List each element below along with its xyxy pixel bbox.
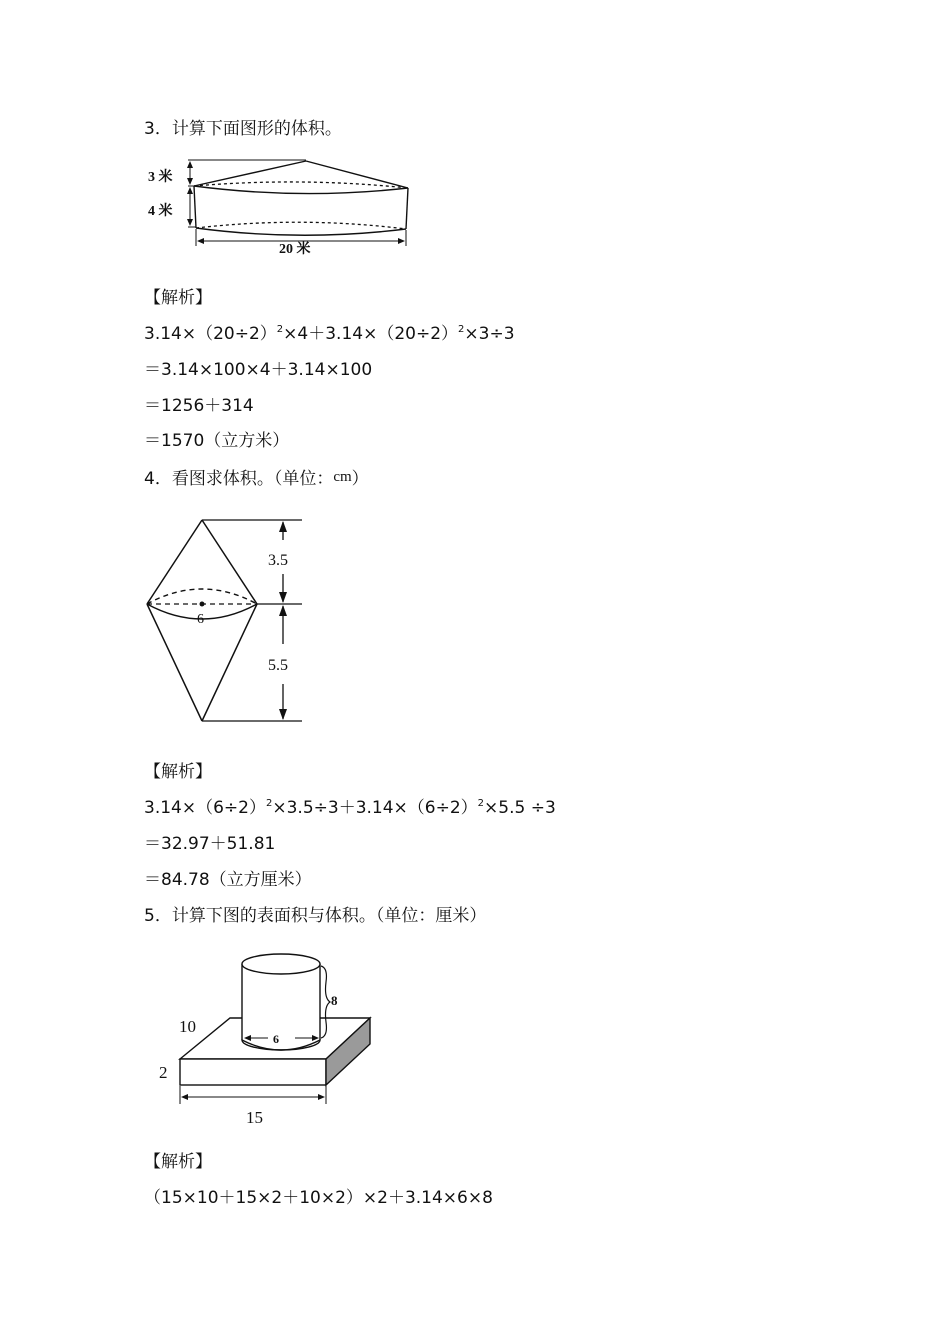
q4-title: 4．看图求体积。（单位：cm）	[144, 469, 369, 489]
q3-analysis-label: 【解析】	[144, 288, 212, 308]
q5-analysis-label: 【解析】	[144, 1152, 212, 1172]
q3-step-1: $3.14\times(20\div 2)^2\times 4+3.14\times(20\div 2)^2\times 3\div 3$	[144, 324, 515, 344]
q3-title: 3．计算下面图形的体积。	[144, 119, 342, 139]
q5-step-1: （15×10＋15×2＋10×2）×2＋3.14×6×8	[144, 1188, 493, 1208]
q4-step-2: ＝32.97＋51.81	[144, 834, 276, 854]
q5-label-height: 2	[159, 1063, 168, 1082]
q3-label-bottom-height: 4 米	[148, 204, 173, 219]
q3-label-diameter: 20 米	[279, 242, 311, 257]
q3-figure	[140, 150, 430, 262]
q5-figure	[150, 952, 380, 1132]
q3-step-2: ＝3.14×100×4＋3.14×100	[144, 360, 373, 380]
q4-figure	[140, 512, 310, 728]
q3-step-4: ＝1570（立方米）	[144, 431, 290, 451]
q4-label-bottom-height: 5.5	[268, 657, 288, 674]
q4-label-diameter: 6	[197, 612, 204, 627]
q4-step-3: ＝84.78（立方厘米）	[144, 870, 312, 890]
q5-label-depth: 10	[179, 1017, 196, 1036]
q3-step-3: ＝1256＋314	[144, 396, 254, 416]
q4-analysis-label: 【解析】	[144, 762, 212, 782]
q5-title: 5．计算下图的表面积与体积。（单位：厘米）	[144, 906, 487, 926]
q5-label-cyl-height: 8	[331, 993, 338, 1008]
q3-label-top-height: 3 米	[148, 170, 173, 185]
q5-label-cyl-diameter: 6	[273, 1032, 279, 1046]
q4-step-1: $3.14\times(6\div 2)^2\times 3.5\div 3+3.14\times(6\div 2)^2\times 5.5 \div 3$	[144, 798, 556, 818]
q5-label-length: 15	[246, 1108, 263, 1127]
q4-label-top-height: 3.5	[268, 552, 288, 569]
